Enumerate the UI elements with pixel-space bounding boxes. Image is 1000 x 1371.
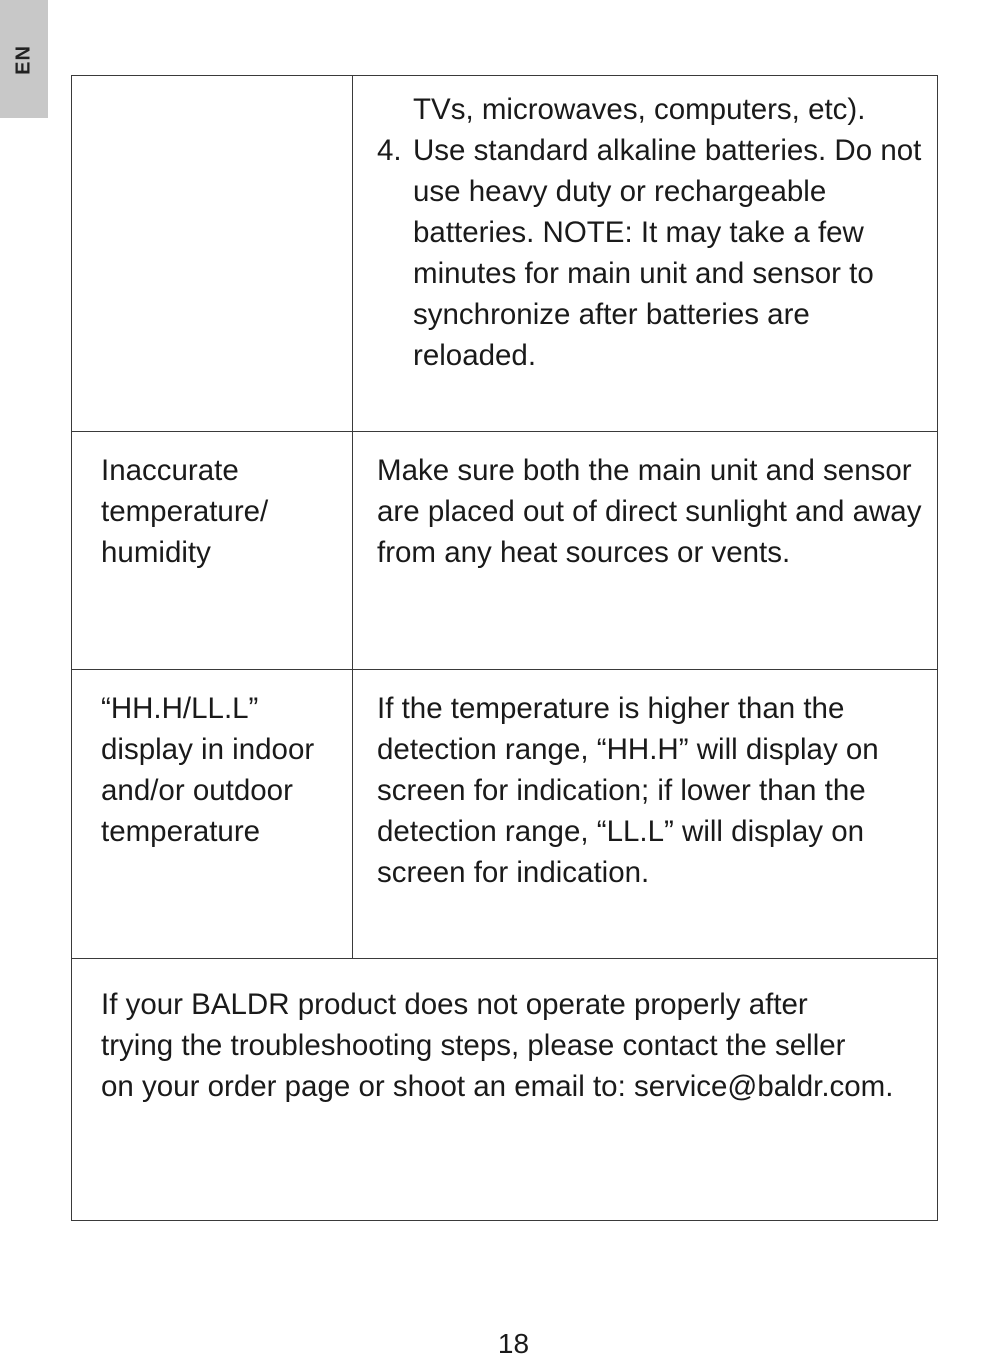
- contact-line: on your order page or shoot an email to: service@baldr.com.: [101, 1070, 894, 1103]
- problem-text: “HH.H/LL.L” display in indoor and/or outdoor temperature: [101, 692, 315, 848]
- page-number: 18: [497, 1328, 530, 1359]
- solution-cell: [353, 432, 938, 670]
- table-row: [72, 959, 938, 1221]
- contact-cell: [72, 959, 938, 1221]
- item-number: 4.: [377, 134, 402, 167]
- solution-text: Make sure both the main unit and sensor are placed out of direct sunlight and away from any heat sources or vents.: [377, 454, 922, 569]
- language-label: EN: [12, 45, 35, 75]
- troubleshooting-table: [71, 75, 938, 1221]
- table-row: [72, 76, 938, 432]
- solution-continuation: TVs, microwaves, computers, etc).: [413, 93, 866, 126]
- item-text: Use standard alkaline batteries. Do not use heavy duty or rechargeable batteries. NOTE: It may take a few minutes for main unit and sensor to synchronize after batteries are reloaded.: [413, 134, 922, 372]
- contact-line: trying the troubleshooting steps, please contact the seller: [101, 1029, 846, 1062]
- solution-cell: [353, 76, 938, 432]
- numbered-item: [377, 130, 929, 376]
- language-tab: [0, 0, 48, 118]
- problem-text: Inaccurate temperature/ humidity: [101, 454, 269, 569]
- problem-cell: [72, 670, 353, 959]
- contact-line: If your BALDR product does not operate properly after: [101, 988, 808, 1021]
- problem-cell: [72, 76, 353, 432]
- table-row: [72, 670, 938, 959]
- table-row: [72, 432, 938, 670]
- solution-text: If the temperature is higher than the detection range, “HH.H” will display on screen for indication; if lower than the detection range, “LL.L” will display on screen for indication.: [377, 692, 879, 889]
- problem-cell: [72, 432, 353, 670]
- solution-cell: [353, 670, 938, 959]
